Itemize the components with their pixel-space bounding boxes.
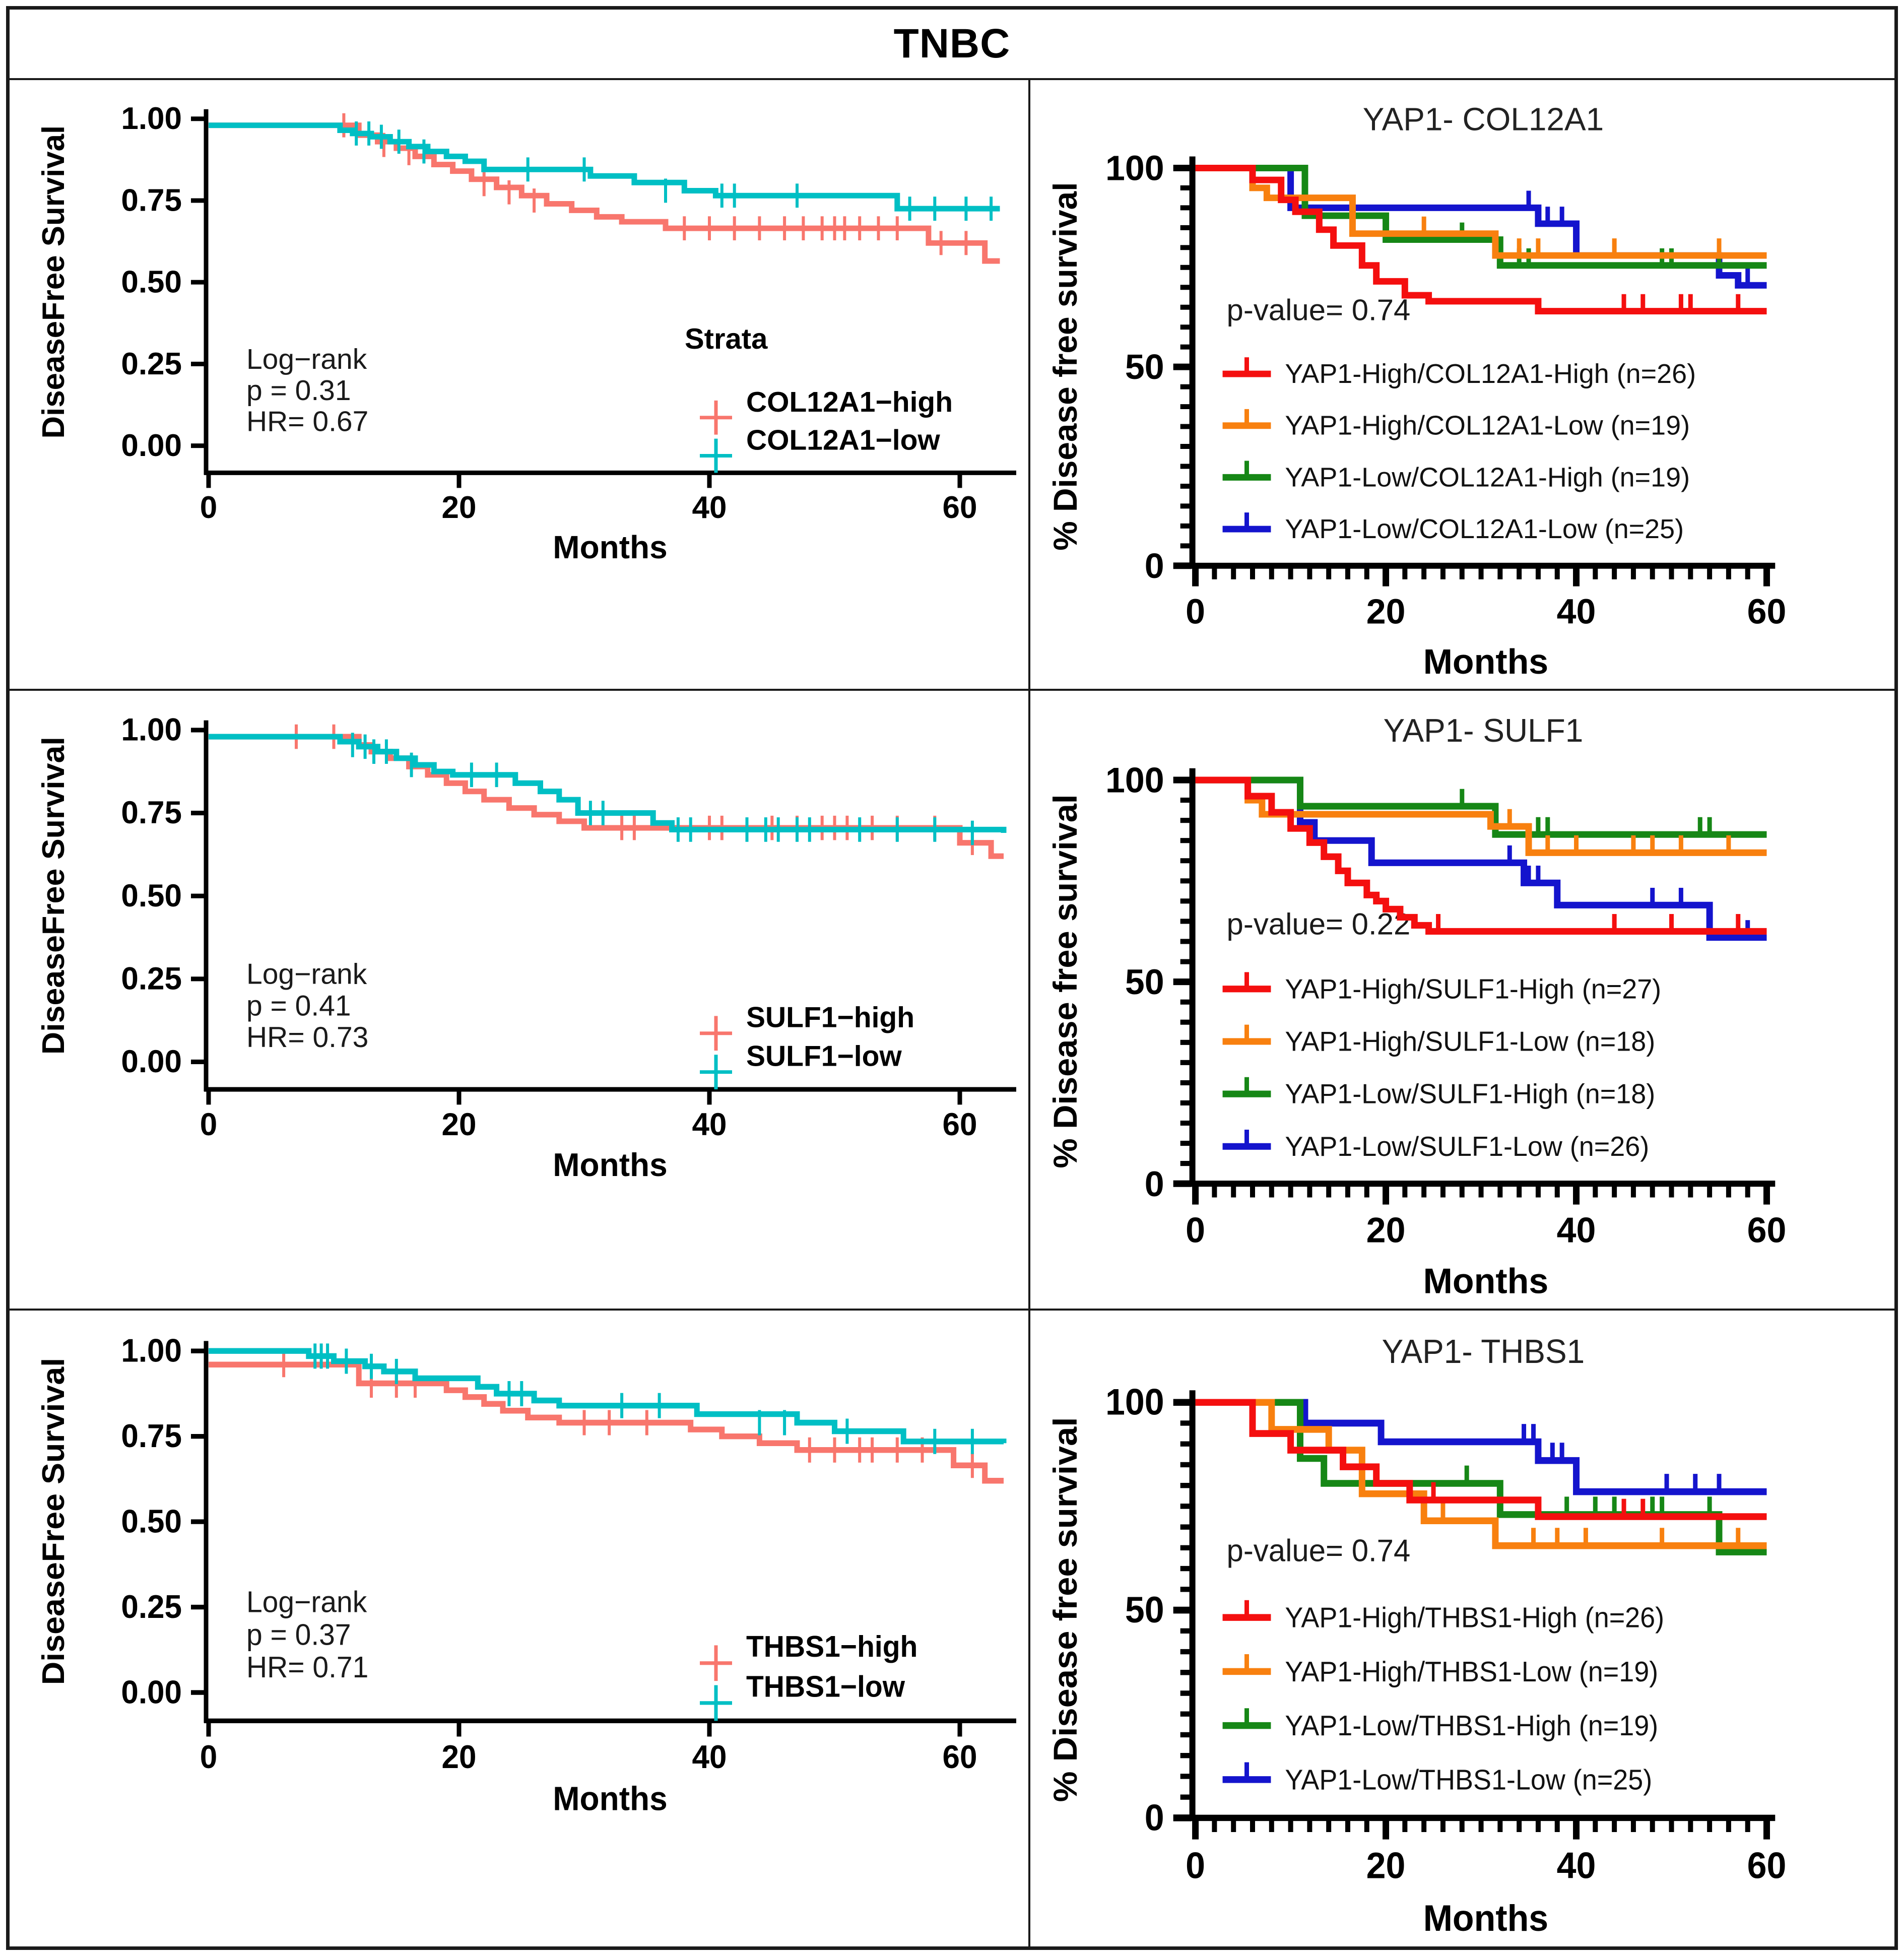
svg-text:100: 100 xyxy=(1105,1382,1164,1423)
svg-text:20: 20 xyxy=(441,1739,477,1776)
svg-text:Months: Months xyxy=(553,1146,668,1184)
svg-text:0: 0 xyxy=(200,1107,218,1143)
svg-text:Log−rank: Log−rank xyxy=(246,1585,367,1619)
svg-text:60: 60 xyxy=(1747,1210,1787,1250)
panel-yap1-sulf1-km xyxy=(1028,691,1894,1311)
svg-text:0.00: 0.00 xyxy=(121,1044,182,1080)
svg-text:YAP1-High/THBS1-High (n=26): YAP1-High/THBS1-High (n=26) xyxy=(1285,1601,1665,1634)
svg-text:0.75: 0.75 xyxy=(121,183,182,218)
svg-text:YAP1- THBS1: YAP1- THBS1 xyxy=(1382,1332,1585,1371)
svg-text:Months: Months xyxy=(553,1780,668,1817)
svg-text:20: 20 xyxy=(1366,592,1406,631)
svg-text:SULF1−high: SULF1−high xyxy=(746,1001,915,1034)
panel-grid xyxy=(10,80,1894,1946)
yap1-sulf1-km-plot xyxy=(1030,691,1894,1309)
svg-text:YAP1- SULF1: YAP1- SULF1 xyxy=(1383,712,1584,749)
svg-text:YAP1-Low/COL12A1-Low (n=25): YAP1-Low/COL12A1-Low (n=25) xyxy=(1285,514,1684,545)
svg-text:20: 20 xyxy=(441,490,477,526)
svg-text:1.00: 1.00 xyxy=(121,712,182,748)
svg-text:0.75: 0.75 xyxy=(121,795,182,831)
svg-text:1.00: 1.00 xyxy=(121,1333,182,1369)
svg-text:Months: Months xyxy=(1423,1261,1549,1301)
svg-text:0.75: 0.75 xyxy=(121,1418,182,1455)
svg-text:YAP1-High/COL12A1-High (n=26): YAP1-High/COL12A1-High (n=26) xyxy=(1285,359,1696,389)
svg-text:Log−rank: Log−rank xyxy=(246,958,367,991)
svg-text:20: 20 xyxy=(441,1107,477,1143)
svg-text:YAP1-Low/COL12A1-High (n=19): YAP1-Low/COL12A1-High (n=19) xyxy=(1285,462,1690,493)
svg-text:40: 40 xyxy=(692,1107,727,1143)
svg-text:YAP1-Low/THBS1-High (n=19): YAP1-Low/THBS1-High (n=19) xyxy=(1285,1709,1659,1742)
figure-title: TNBC xyxy=(10,10,1894,80)
svg-text:HR= 0.67: HR= 0.67 xyxy=(246,405,369,438)
svg-text:20: 20 xyxy=(1366,1210,1406,1250)
svg-text:Log−rank: Log−rank xyxy=(246,343,367,376)
panel-col12a1-km xyxy=(10,80,1028,691)
svg-text:% Disease free survival: % Disease free survival xyxy=(1047,1417,1084,1802)
svg-text:0: 0 xyxy=(1186,1210,1206,1250)
svg-text:DiseaseFree Survival: DiseaseFree Survival xyxy=(36,1357,71,1685)
svg-text:YAP1-Low/THBS1-Low (n=25): YAP1-Low/THBS1-Low (n=25) xyxy=(1285,1764,1653,1796)
svg-text:SULF1−low: SULF1−low xyxy=(746,1040,902,1073)
svg-text:THBS1−low: THBS1−low xyxy=(746,1670,905,1704)
svg-text:HR= 0.73: HR= 0.73 xyxy=(246,1021,369,1054)
panel-yap1-thbs1-km xyxy=(1028,1311,1894,1946)
svg-text:DiseaseFree Survival: DiseaseFree Survival xyxy=(36,737,71,1055)
svg-text:COL12A1−high: COL12A1−high xyxy=(746,385,953,418)
svg-text:Months: Months xyxy=(1423,642,1549,682)
svg-text:p-value= 0.74: p-value= 0.74 xyxy=(1226,1533,1411,1568)
panel-sulf1-km xyxy=(10,691,1028,1311)
svg-text:YAP1-Low/SULF1-Low (n=26): YAP1-Low/SULF1-Low (n=26) xyxy=(1285,1131,1650,1162)
svg-text:40: 40 xyxy=(1556,1210,1596,1250)
svg-text:50: 50 xyxy=(1125,1589,1164,1631)
svg-text:0: 0 xyxy=(1144,1797,1164,1839)
svg-text:0.25: 0.25 xyxy=(121,961,182,997)
svg-text:COL12A1−low: COL12A1−low xyxy=(746,424,940,457)
svg-text:0.50: 0.50 xyxy=(121,265,182,300)
svg-text:Months: Months xyxy=(1423,1898,1549,1939)
svg-text:1.00: 1.00 xyxy=(121,101,182,137)
svg-text:p = 0.31: p = 0.31 xyxy=(246,374,351,407)
svg-text:40: 40 xyxy=(692,1739,727,1776)
svg-text:YAP1- COL12A1: YAP1- COL12A1 xyxy=(1362,101,1604,138)
svg-text:YAP1-Low/SULF1-High (n=18): YAP1-Low/SULF1-High (n=18) xyxy=(1285,1078,1656,1110)
svg-text:% Disease free survival: % Disease free survival xyxy=(1046,182,1084,551)
svg-text:% Disease free survival: % Disease free survival xyxy=(1047,794,1084,1168)
svg-text:0.25: 0.25 xyxy=(121,346,182,381)
svg-text:HR= 0.71: HR= 0.71 xyxy=(246,1650,369,1684)
svg-text:0.00: 0.00 xyxy=(121,428,182,464)
svg-text:0.50: 0.50 xyxy=(121,1504,182,1540)
svg-text:50: 50 xyxy=(1125,961,1164,1002)
svg-text:100: 100 xyxy=(1105,148,1164,188)
svg-text:YAP1-High/SULF1-Low (n=18): YAP1-High/SULF1-Low (n=18) xyxy=(1285,1026,1656,1057)
yap1-thbs1-km-plot xyxy=(1030,1311,1894,1946)
svg-text:0.00: 0.00 xyxy=(121,1674,182,1711)
sulf1-km-plot xyxy=(10,691,1028,1309)
tnbc-figure xyxy=(6,6,1898,1950)
svg-text:0: 0 xyxy=(1186,592,1206,631)
svg-text:100: 100 xyxy=(1105,760,1164,800)
panel-thbs1-km xyxy=(10,1311,1028,1946)
thbs1-km-plot xyxy=(10,1311,1028,1946)
svg-text:40: 40 xyxy=(692,490,727,526)
svg-text:DiseaseFree Survival: DiseaseFree Survival xyxy=(36,125,72,439)
svg-text:YAP1-High/COL12A1-Low (n=19): YAP1-High/COL12A1-Low (n=19) xyxy=(1285,410,1690,441)
svg-text:0: 0 xyxy=(1144,1163,1164,1204)
svg-text:60: 60 xyxy=(942,1107,977,1143)
svg-text:YAP1-High/SULF1-High (n=27): YAP1-High/SULF1-High (n=27) xyxy=(1285,973,1662,1005)
svg-text:Months: Months xyxy=(553,529,668,565)
svg-text:0: 0 xyxy=(1144,546,1164,585)
svg-text:Strata: Strata xyxy=(685,323,768,356)
yap1-col12a1-km-plot xyxy=(1030,80,1894,689)
col12a1-km-plot xyxy=(10,80,1028,689)
svg-text:p-value= 0.74: p-value= 0.74 xyxy=(1226,293,1411,327)
svg-text:60: 60 xyxy=(942,1739,977,1776)
svg-text:40: 40 xyxy=(1556,592,1596,631)
svg-text:0.50: 0.50 xyxy=(121,878,182,914)
svg-text:60: 60 xyxy=(942,490,977,526)
svg-text:40: 40 xyxy=(1556,1845,1596,1886)
svg-text:50: 50 xyxy=(1125,347,1164,387)
svg-text:0: 0 xyxy=(200,490,218,526)
svg-text:THBS1−high: THBS1−high xyxy=(746,1630,918,1664)
svg-text:0: 0 xyxy=(200,1739,218,1776)
svg-text:p = 0.41: p = 0.41 xyxy=(246,990,351,1022)
svg-text:20: 20 xyxy=(1366,1845,1406,1886)
svg-text:0: 0 xyxy=(1186,1845,1206,1886)
panel-yap1-col12a1-km xyxy=(1028,80,1894,691)
svg-text:0.25: 0.25 xyxy=(121,1589,182,1625)
svg-text:p-value= 0.22: p-value= 0.22 xyxy=(1226,906,1411,941)
svg-text:p = 0.37: p = 0.37 xyxy=(246,1618,351,1652)
svg-text:60: 60 xyxy=(1747,1845,1787,1886)
svg-text:60: 60 xyxy=(1747,592,1787,631)
svg-text:YAP1-High/THBS1-Low (n=19): YAP1-High/THBS1-Low (n=19) xyxy=(1285,1655,1659,1688)
